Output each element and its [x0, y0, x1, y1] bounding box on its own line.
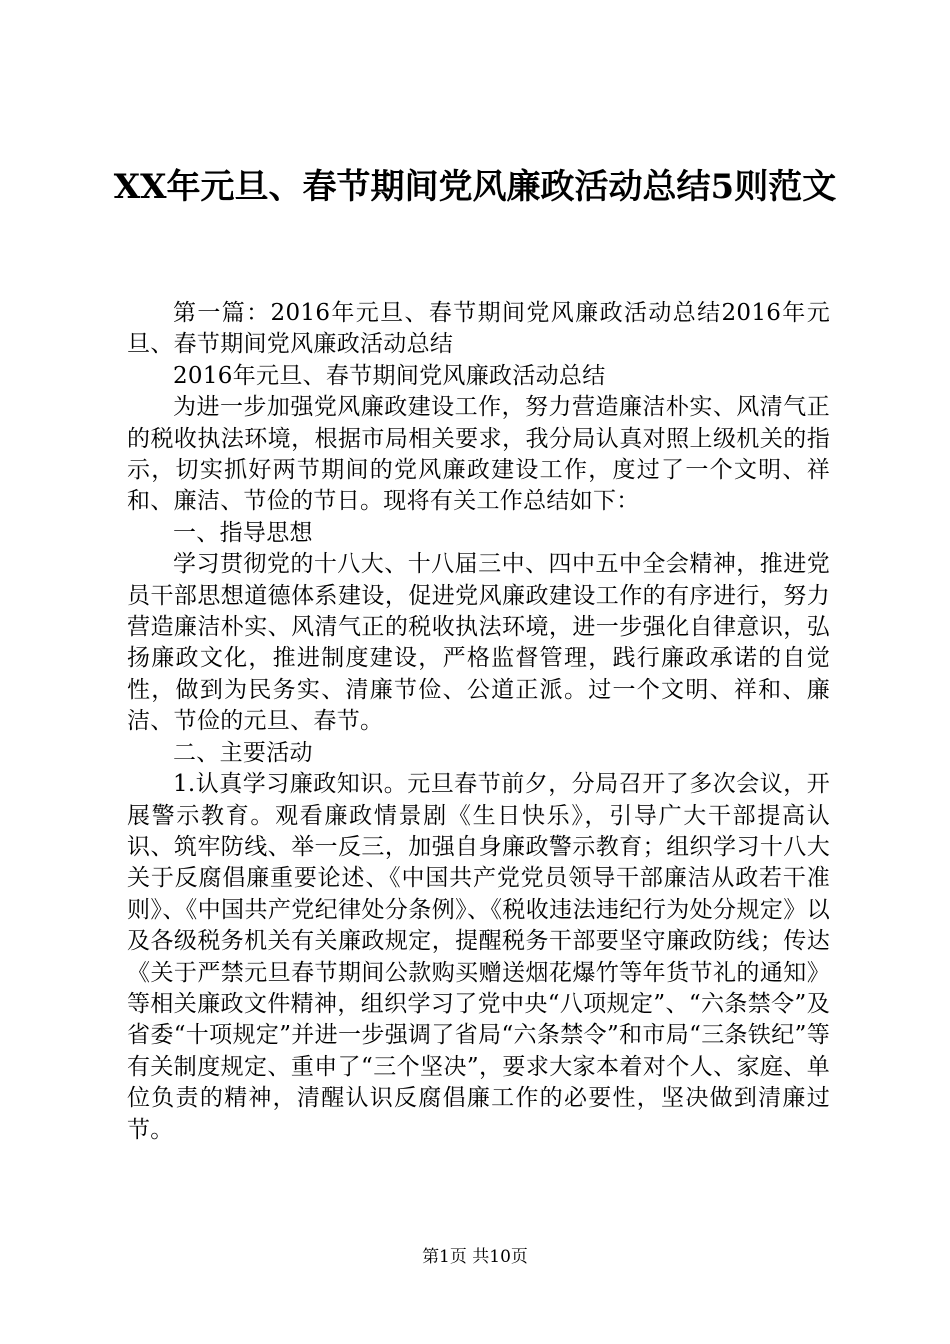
page-total: 共10页	[472, 1247, 528, 1267]
paragraph: 1.认真学习廉政知识。元旦春节前夕，分局召开了多次会议，开展警示教育。观看廉政情景剧《生日快乐》，引导广大干部提高认识、筑牢防线、举一反三，加强自身廉政警示教育；组织学习十八大关于反腐倡廉重要论述、《中国共产党党员领导干部廉洁从政若干准则》、《中国共产党纪律处分条例》、《税收违法违纪行为处分规定》以及各级税务机关有关廉政规定，提醒税务干部要坚守廉政防线；传达《关于严禁元旦春节期间公款购买赠送烟花爆竹等年货节礼的通知》等相关廉政文件精神，组织学习了党中央“八项规定”、“六条禁令”及省委“十项规定”并进一步强调了省局“六条禁令”和市局“三条铁纪”等有关制度规定、重申了“三个坚决”，要求大家本着对个人、家庭、单位负责的精神，清醒认识反腐倡廉工作的必要性，坚决做到清廉过节。	[127, 771, 830, 1143]
page-number: 第1页	[422, 1247, 467, 1267]
paragraph: 为进一步加强党风廉政建设工作，努力营造廉洁朴实、风清气正的税收执法环境，根据市局相关要求，我分局认真对照上级机关的指示，切实抓好两节期间的党风廉政建设工作，度过了一个文明、祥和、廉洁、节俭的节日。现将有关工作总结如下：	[127, 394, 830, 515]
document-title: XX年元旦、春节期间党风廉政活动总结5则范文	[113, 167, 837, 207]
paragraph: 2016年元旦、春节期间党风廉政活动总结	[173, 362, 606, 389]
section-heading: 一、指导思想	[173, 519, 313, 546]
section-heading: 二、主要活动	[173, 739, 313, 766]
document-body	[127, 298, 830, 1146]
paragraph: 第一篇：2016年元旦、春节期间党风廉政活动总结2016年元旦、春节期间党风廉政活动总结	[127, 300, 830, 358]
paragraph: 学习贯彻党的十八大、十八届三中、四中五中全会精神，推进党员干部思想道德体系建设，促进党风廉政建设工作的有序进行，努力营造廉洁朴实、风清气正的税收执法环境，进一步强化自律意识，弘扬廉政文化，推进制度建设，严格监督管理，践行廉政承诺的自觉性，做到为民务实、清廉节俭、公道正派。过一个文明、祥和、廉洁、节俭的元旦、春节。	[127, 551, 830, 735]
page-footer	[0, 1242, 950, 1267]
